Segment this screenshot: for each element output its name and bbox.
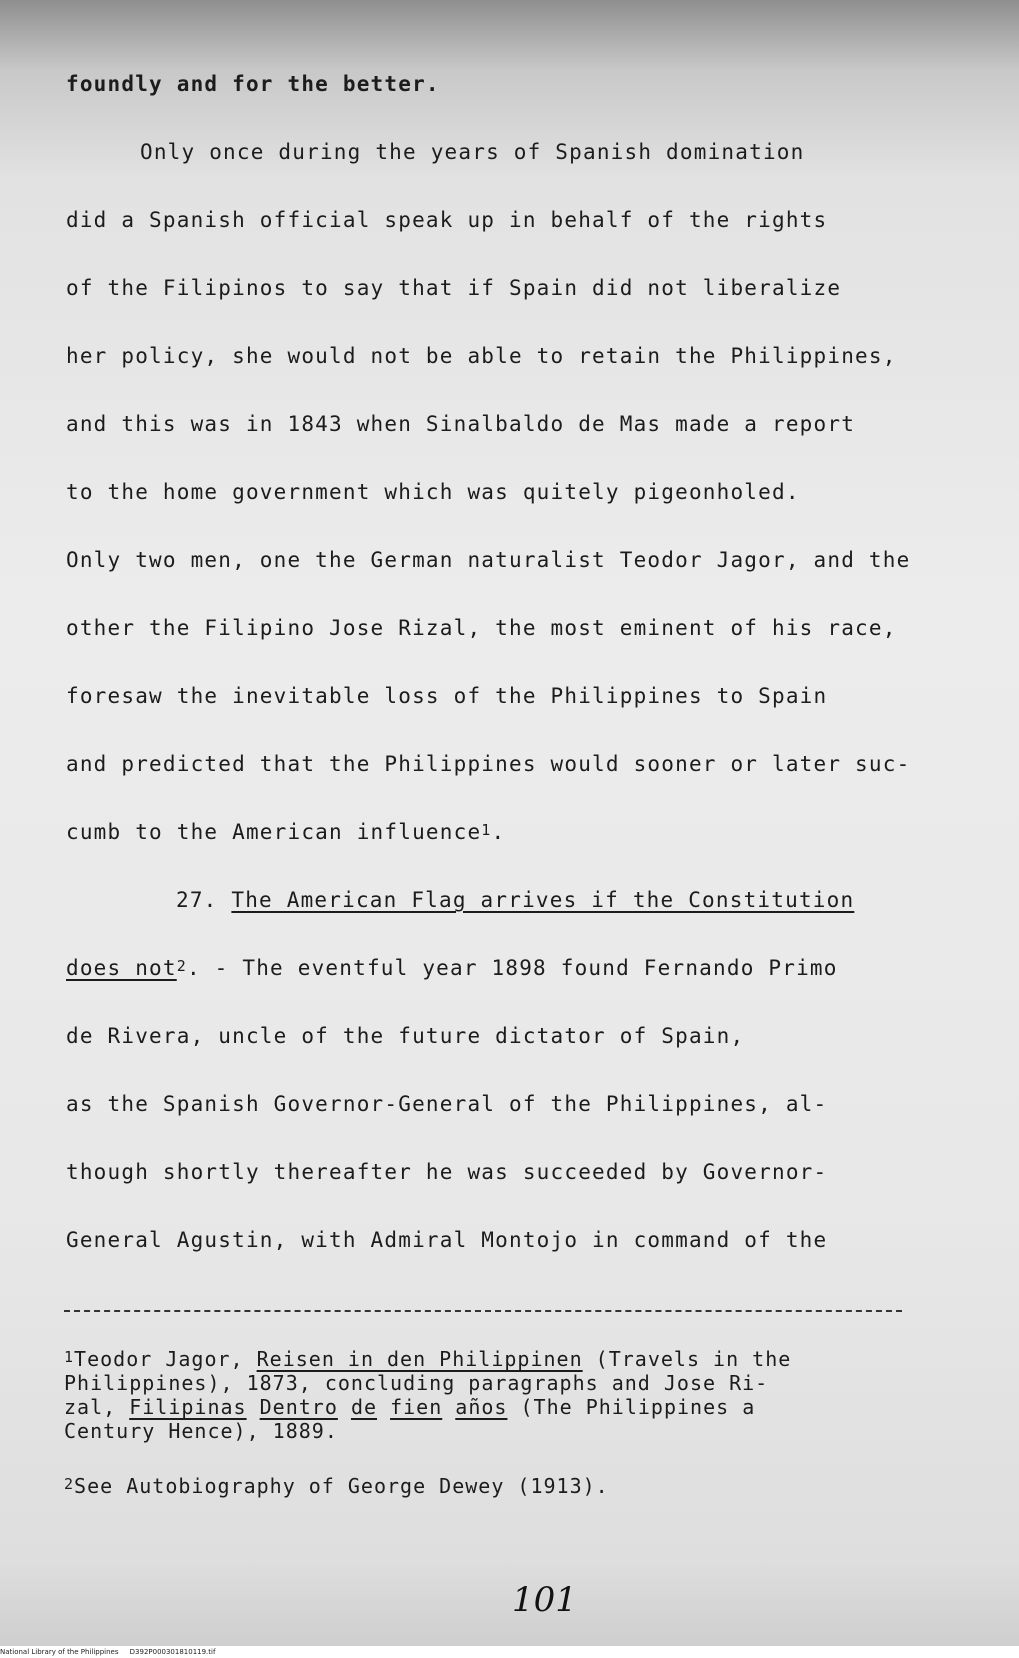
text-span [442, 1395, 455, 1419]
text-span [377, 1395, 390, 1419]
footnote-1-line: Philippines), 1873, concluding paragraphs and Jose Ri- [64, 1371, 769, 1395]
scan-footer [0, 1646, 1019, 1658]
library-name: National Library of the Philippines [0, 1648, 119, 1656]
text-line [66, 818, 505, 846]
text-span: (Travels in the [582, 1347, 792, 1371]
text-span [338, 1395, 351, 1419]
book-title: años [455, 1395, 508, 1419]
text-line: foresaw the inevitable loss of the Philippines to Spain [66, 684, 828, 708]
footnote-1-marker: 1 [64, 1348, 75, 1366]
text-line: and predicted that the Philippines would sooner or later suc- [66, 752, 911, 776]
page-number: 101 [512, 1580, 577, 1620]
text-span: zal, [64, 1395, 130, 1419]
text-line: of the Filipinos to say that if Spain did not liberalize [66, 276, 842, 300]
text-line: and this was in 1843 when Sinalbaldo de Mas made a report [66, 412, 856, 436]
text-span: . - The eventful year 1898 found Fernando Primo [186, 956, 838, 980]
text-line: Only once during the years of Spanish domination [140, 140, 805, 164]
text-line: though shortly thereafter he was succeeded by Governor- [66, 1160, 828, 1184]
footnote-2-line [64, 1474, 609, 1498]
footnote-ref-2: 2 [176, 957, 187, 975]
text-span [247, 1395, 260, 1419]
period: . [491, 820, 506, 844]
book-title: Reisen in den Philippinen [256, 1347, 583, 1371]
section-number: 27. [176, 888, 218, 912]
text-line: her policy, she would not be able to retain the Philippines, [66, 344, 897, 368]
section-title: The American Flag arrives if the Constitution [231, 888, 855, 912]
footnote-1-line: Century Hence), 1889. [64, 1419, 338, 1443]
text-span: (The Philippines a [507, 1395, 756, 1419]
text-line: other the Filipino Jose Rizal, the most eminent of his race, [66, 616, 897, 640]
text-line: did a Spanish official speak up in behalf of the rights [66, 208, 828, 232]
file-name: D392P000301810119.tif [129, 1648, 216, 1656]
section-title-cont: does not [66, 956, 177, 980]
text-line: General Agustin, with Admiral Montojo in command of the [66, 1228, 828, 1252]
footnote-2-marker: 2 [64, 1475, 75, 1493]
text-span: Teodor Jagor, [74, 1347, 257, 1371]
text-line: to the home government which was quitely pigeonholed. [66, 480, 800, 504]
section-heading-line [66, 954, 838, 982]
book-title: fien [390, 1395, 443, 1419]
footnote-divider [64, 1310, 902, 1312]
text-span: cumb to the American influence [66, 820, 482, 844]
text-line: Only two men, one the German naturalist Teodor Jagor, and the [66, 548, 911, 572]
footnote-ref-1: 1 [481, 821, 492, 839]
text-line: as the Spanish Governor-General of the Philippines, al- [66, 1092, 828, 1116]
book-title: Filipinas [129, 1395, 247, 1419]
text-span: See Autobiography of George Dewey (1913). [74, 1474, 609, 1498]
footnote-1-line [64, 1395, 755, 1419]
book-title: Dentro [259, 1395, 338, 1419]
text-line: foundly and for the better. [66, 72, 440, 96]
book-title: de [350, 1395, 378, 1419]
section-heading-line [176, 886, 854, 914]
text-line: de Rivera, uncle of the future dictator of Spain, [66, 1024, 745, 1048]
footnote-1-line [64, 1347, 791, 1371]
